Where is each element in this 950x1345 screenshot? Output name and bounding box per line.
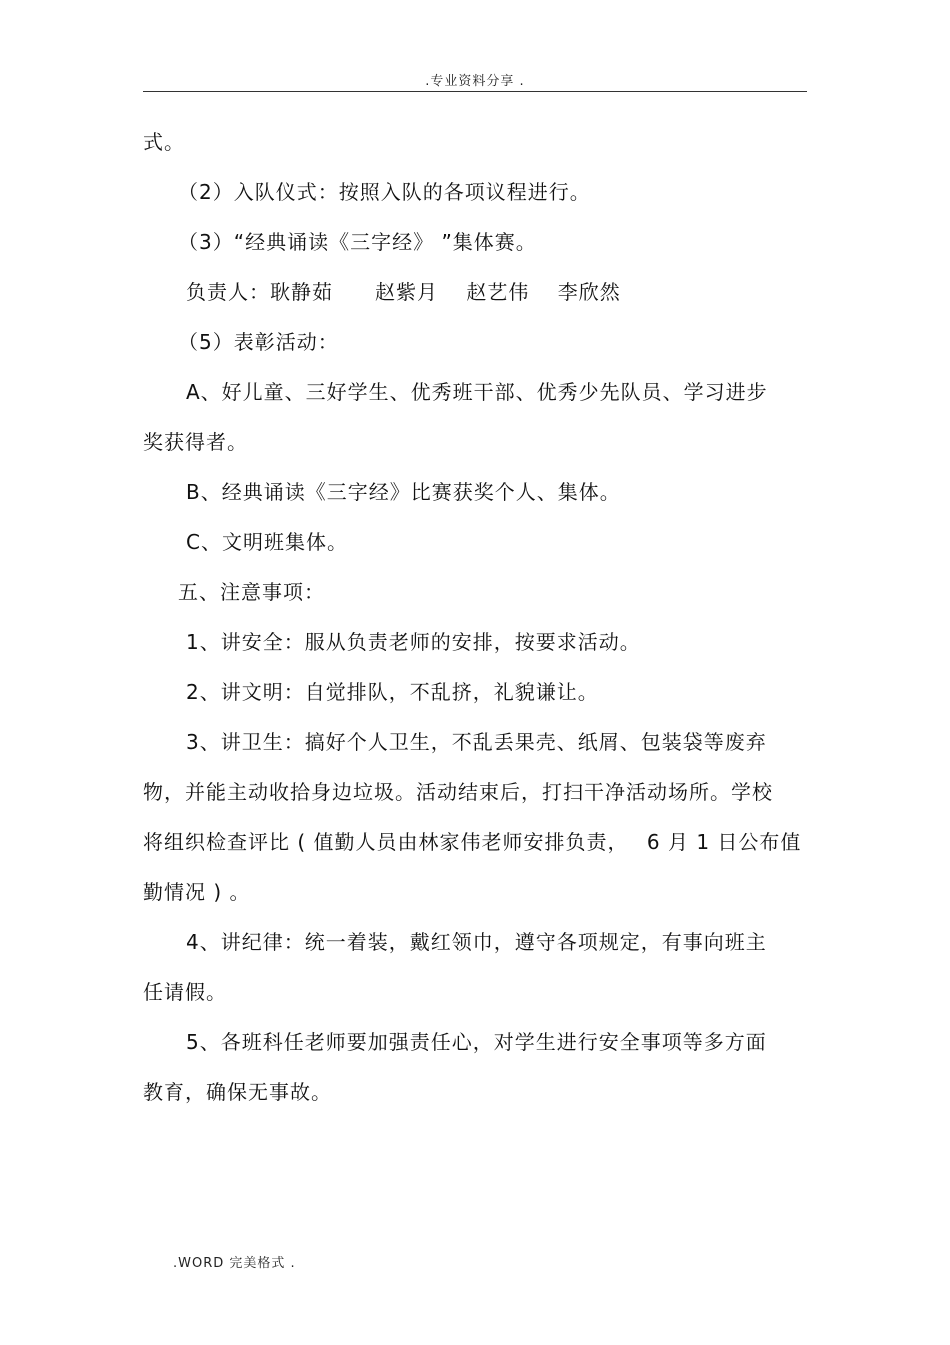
body-line: 任请假。 xyxy=(143,980,227,1004)
body-line: A、好儿童、三好学生、优秀班干部、优秀少先队员、学习进步 xyxy=(186,380,768,404)
page-footer: .WORD 完美格式 . xyxy=(173,1256,296,1271)
body-line: 奖获得者。 xyxy=(143,430,248,454)
body-line: 勤情况 ) 。 xyxy=(143,880,251,904)
body-line: 4、讲纪律：统一着装，戴红领巾，遵守各项规定，有事向班主 xyxy=(186,930,767,954)
header-divider xyxy=(143,91,807,92)
body-line: （2）入队仪式：按照入队的各项议程进行。 xyxy=(178,180,591,204)
body-line: （3）“经典诵读《三字经》 ”集体赛。 xyxy=(178,230,537,254)
body-line: 负责人：耿静茹 赵紫月 赵艺伟 李欣然 xyxy=(186,280,621,304)
body-line: 五、注意事项： xyxy=(178,580,325,604)
body-line: 式。 xyxy=(143,130,185,154)
body-line: 将组织检查评比 ( 值勤人员由林家伟老师安排负责， 6 月 1 日公布值 xyxy=(143,830,802,854)
body-line: （5）表彰活动： xyxy=(178,330,339,354)
body-line: 3、讲卫生：搞好个人卫生，不乱丢果壳、纸屑、包装袋等废弃 xyxy=(186,730,767,754)
body-line: 物，并能主动收拾身边垃圾。活动结束后，打扫干净活动场所。学校 xyxy=(143,780,773,804)
body-line: 5、各班科任老师要加强责任心，对学生进行安全事项等多方面 xyxy=(186,1030,767,1054)
body-line: 1、讲安全：服从负责老师的安排，按要求活动。 xyxy=(186,630,641,654)
page-header: .专业资料分享 . xyxy=(425,74,525,89)
body-line: C、文明班集体。 xyxy=(186,530,348,554)
body-line: 2、讲文明：自觉排队，不乱挤，礼貌谦让。 xyxy=(186,680,599,704)
body-line: B、经典诵读《三字经》比赛获奖个人、集体。 xyxy=(186,480,621,504)
body-line: 教育，确保无事故。 xyxy=(143,1080,332,1104)
